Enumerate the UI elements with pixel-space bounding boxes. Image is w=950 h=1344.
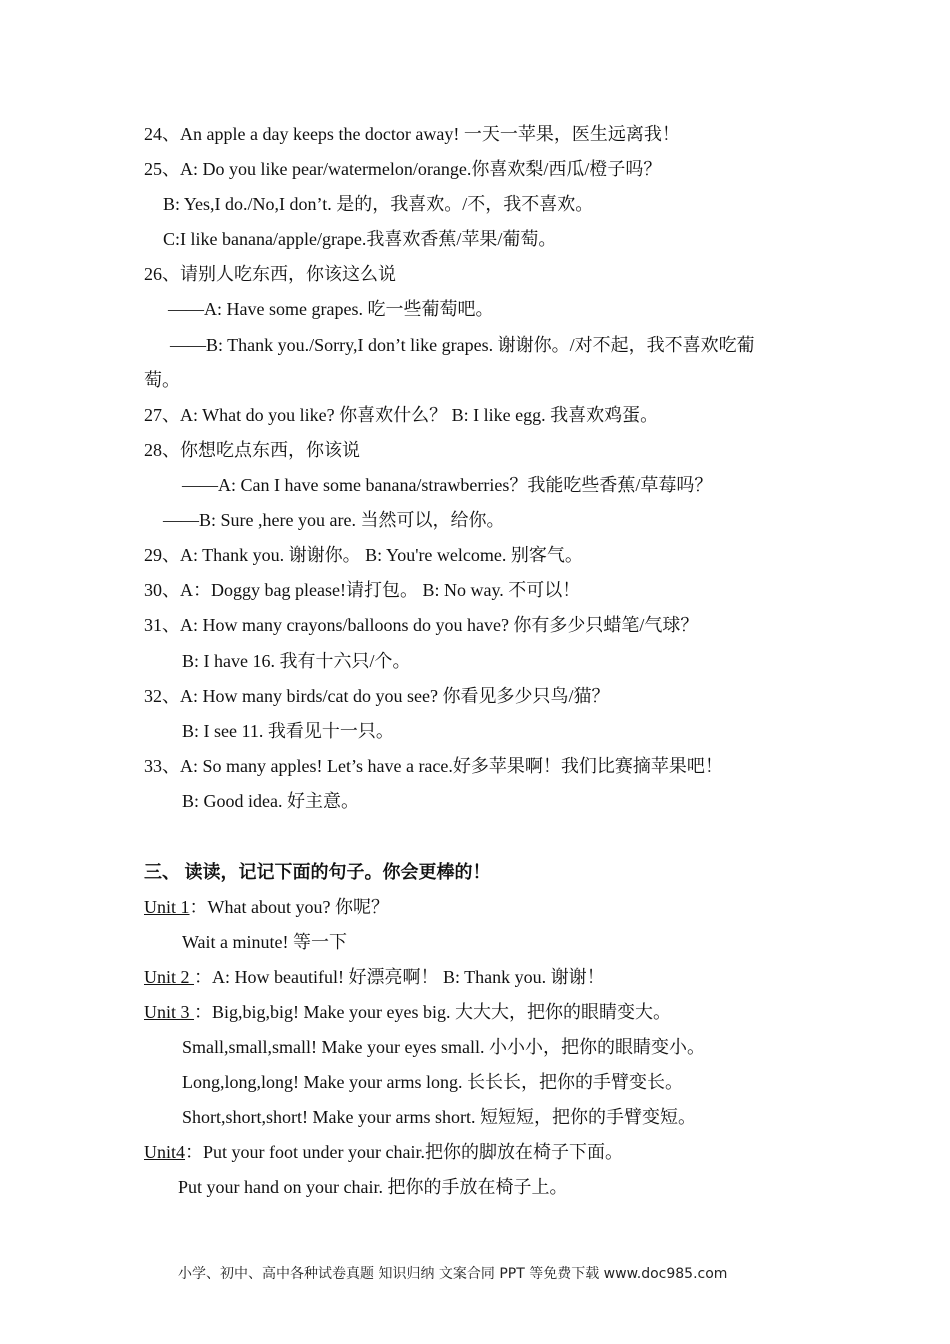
unit-2-line-1: A: How beautiful! 好漂亮啊！ B: Thank you. 谢谢！: [212, 967, 605, 987]
unit-3-row: [144, 1001, 671, 1023]
unit-4-line-1: Put your foot under your chair.把你的脚放在椅子下面。: [203, 1142, 623, 1162]
unit-3-line-2: Small,small,small! Make your eyes small. 小小小，把你的眼睛变小。: [182, 1037, 705, 1057]
section-3-heading: 三、 读读，记记下面的句子。你会更棒的！: [144, 862, 491, 882]
unit-4-separator: ：: [185, 1142, 204, 1162]
item-26-line-2: ——A: Have some grapes. 吃一些葡萄吧。: [168, 299, 494, 319]
item-32-line-1: 32、A: How many birds/cat do you see? 你看见多少只鸟/猫？: [144, 686, 610, 706]
item-33-line-1: 33、A: So many apples! Let’s have a race.好多苹果啊！我们比赛摘苹果吧！: [144, 756, 723, 776]
unit-2-separator: ：: [194, 967, 213, 987]
item-30-line-1: 30、A：Doggy bag please!请打包。 B: No way. 不可以！: [144, 580, 581, 600]
unit-2-label: Unit 2: [144, 967, 195, 987]
unit-3-line-3: Long,long,long! Make your arms long. 长长长，把你的手臂变长。: [182, 1072, 683, 1092]
item-28-line-1: 28、你想吃点东西，你该说: [144, 440, 360, 460]
item-31-line-1: 31、A: How many crayons/balloons do you have? 你有多少只蜡笔/气球？: [144, 615, 699, 635]
unit-3-line-4: Short,short,short! Make your arms short. 短短短，把你的手臂变短。: [182, 1107, 696, 1127]
unit-4-line-2: Put your hand on your chair. 把你的手放在椅子上。: [178, 1177, 568, 1197]
item-31-line-2: B: I have 16. 我有十六只/个。: [182, 651, 411, 671]
unit-4-label: Unit4: [144, 1142, 186, 1162]
item-25-line-1: 25、A: Do you like pear/watermelon/orange.你喜欢梨/西瓜/橙子吗？: [144, 159, 662, 179]
unit-1-line-2: Wait a minute! 等一下: [182, 932, 348, 952]
item-27-line-1: 27、A: What do you like? 你喜欢什么？ B: I like egg. 我喜欢鸡蛋。: [144, 405, 659, 425]
unit-3-separator: ：: [194, 1002, 213, 1022]
item-32-line-2: B: I see 11. 我看见十一只。: [182, 721, 394, 741]
unit-1-row: [144, 896, 389, 918]
item-29-line-1: 29、A: Thank you. 谢谢你。 B: You're welcome. 别客气。: [144, 545, 583, 565]
item-28-line-2: ——A: Can I have some banana/strawberries？我能吃些香蕉/草莓吗？: [182, 475, 713, 495]
item-26-line-4: 萄。: [144, 370, 180, 390]
unit-3-line-1: Big,big,big! Make your eyes big. 大大大，把你的眼睛变大。: [212, 1002, 671, 1022]
item-25-line-2: B: Yes,I do./No,I don’t. 是的，我喜欢。/不，我不喜欢。: [163, 194, 594, 214]
unit-1-separator: ：: [189, 897, 208, 917]
item-28-line-3: ——B: Sure ,here you are. 当然可以，给你。: [163, 510, 505, 530]
unit-3-label: Unit 3: [144, 1002, 195, 1022]
unit-2-row: [144, 966, 605, 988]
page-footer: 小学、初中、高中各种试卷真题 知识归纳 文案合同 PPT 等免费下载 www.doc985.com: [178, 1266, 728, 1282]
unit-1-line-1: What about you? 你呢？: [207, 897, 389, 917]
unit-1-label: Unit 1: [144, 897, 190, 917]
item-33-line-2: B: Good idea. 好主意。: [182, 791, 359, 811]
unit-4-row: [144, 1141, 623, 1163]
item-25-line-3: C:I like banana/apple/grape.我喜欢香蕉/苹果/葡萄。: [163, 229, 557, 249]
item-26-line-3: ——B: Thank you./Sorry,I don’t like grapes. 谢谢你。/对不起，我不喜欢吃葡: [170, 335, 755, 355]
item-26-line-1: 26、请别人吃东西，你该这么说: [144, 264, 396, 284]
item-24-line-1: 24、An apple a day keeps the doctor away! 一天一苹果，医生远离我！: [144, 124, 680, 144]
